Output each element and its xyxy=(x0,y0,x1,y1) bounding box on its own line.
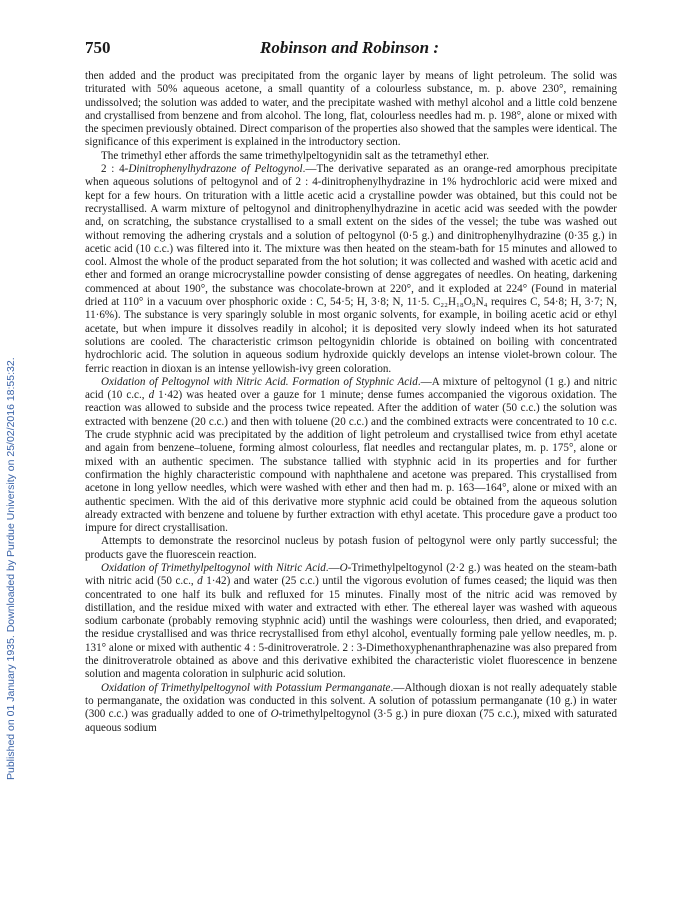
page-header xyxy=(85,38,617,64)
paragraph-text: .— xyxy=(325,561,340,574)
italic-text: Oxidation of Trimethylpeltogynol with Potassium Permanganate xyxy=(101,681,391,694)
running-title: Robinson and Robinson : xyxy=(260,38,440,57)
paragraph xyxy=(85,682,617,735)
italic-text: Dinitrophenylhydrazone of Peltogynol xyxy=(128,163,303,176)
italic-text: O xyxy=(339,561,348,574)
paragraph-text: The trimethyl ether affords the same trimethylpeltogynidin salt as the tetramethyl ether. xyxy=(101,149,489,162)
italic-text: d xyxy=(148,389,155,402)
paragraph-text: .—The derivative separated as an orange-red amorphous precipitate when aqueous solutions of peltogynol and of 2 : 4-dinitrophenylhydrazine in 1% hydrochloric acid were mixed and kept for a few hours. On trituration with a little acetic acid a crystalline powder was obtained, but this could not be recrystallised. A warm mixture of peltogynol and dinitrophenylhydrazine in acetic acid was seeded with the powder and, on scratching, the substance crystallised to a small extent on the sides of the vessel; the tube was washed out without removing the adhering crystals and a solution of peltogynol (0·5 g.) and dinitrophenylhydrazine (0·35 g.) in acetic acid (10 c.c.) was filtered into it. The mixture was then heated on the steam-bath for 15 minutes and allowed to cool. Almost the whole of the product separated from the hot solution; it was collected and washed with acetic acid and ether and formed an orange microcrystalline powder consisting of dense aggregates of needles. On heating, darkening commenced at about 190°, the substance was chocolate-brown at 220°, and it exploded at 224° (Found in material dried at 110° in a vacuum over phosphoric oxide : C, 54·5; H, 3·8; N, 11·5. C₂₂H₁₈O₉N₄ requires C, 54·8; H, 3·7; N, 11·6%). The substance is very sparingly soluble in most organic solvents, for example, in boiling acetic acid or ethyl acetate, but when impure it dissolves readily in alcohol; it is deposited very slowly indeed when its hot saturated solutions are cooled. The characteristic crimson peltogynidin chloride is obtained on boiling with concentrated hydrochloric acid. The solution in aqueous sodium hydroxide quickly develops an intense violet-brown colour. The ferric reaction in dioxan is an intense yellowish-ivy green coloration. xyxy=(85,163,617,375)
paragraph-text: .—A mixture of peltogynol (1 g.) and nitric acid (10 c.c., xyxy=(85,375,617,402)
paragraph-text: .—Although dioxan is not really adequately stable to permanganate, the oxidation was conducted in this solvent. A solution of potassium permanganate (10 g.) in water (300 c.c.) was gradually added to one of xyxy=(85,681,617,721)
paragraph-text: 2 : 4- xyxy=(101,163,129,176)
download-watermark: Published on 01 January 1935. Downloaded by Purdue University on 25/02/2016 18:55:32. xyxy=(5,357,17,780)
paragraph-text: then added and the product was precipitated from the organic layer by means of light petroleum. The solid was triturated with 50% aqueous acetone, a small quantity of a colourless substance, m. p. above 230°, remaining undissolved; the solution was added to water, and the precipitate washed with methyl alcohol and a little cold benzene and crystallised from benzene and from alcohol. The long, flat, colourless needles had m. p. 198°, alone or mixed with the specimen previously obtained. Direct comparison of the properties also showed that the samples were identical. The significance of this experiment is explained in the introductory section. xyxy=(85,70,617,149)
paragraph-text: Attempts to demonstrate the resorcinol nucleus by potash fusion of peltogynol were only partly successful; the products gave the fluorescein reaction. xyxy=(85,535,617,561)
paragraph-text: 1·42) was heated over a gauze for 1 minute; dense fumes accompanied the vigorous oxidation. The reaction was allowed to subside and the process twice repeated. After the addition of water (50 c.c.) the solution was extracted with benzene (20 c.c.) and then with toluene (20 c.c.) and the combined extracts were concentrated to 10 c.c. The crude styphnic acid was precipitated by the addition of light petroleum and crystallised twice from ethyl acetate and again from benzene–toluene, forming almost colourless, flat needles and rectangular plates, m. p. 175°, alone or mixed with an authentic specimen. The substance tallied with styphnic acid in its properties and for further confirmation the highly characteristic compound with naphthalene and acetone was prepared. This crystallised from acetone in long yellow needles, which were washed with ether and then had m. p. 163—164°, alone or mixed with an authentic specimen. With the aid of this derivative more styphnic acid could be obtained from the aqueous solution already extracted with benzene and toluene by further extraction with ethyl acetate. This procedure gave a product too impure for direct crystallisation. xyxy=(85,389,617,535)
paragraph xyxy=(85,150,617,163)
italic-text: O xyxy=(270,708,279,721)
paragraph-text: 1·42) and water (25 c.c.) until the vigorous evolution of fumes ceased; the liquid was then concentrated to one half its bulk and refluxed for 15 minutes. Finally most of the nitric acid was removed by distillation, and the residue mixed with water and extracted with ether. The ethereal layer was washed with aqueous sodium carbonate (probably removing styphnic acid) until the washings were colourless, then dried, and evaporated; the residue crystallised and was thrice recrystallised from ethyl alcohol, eventually forming pale yellow needles, m. p. 131° alone or mixed with authentic 4 : 5-dinitroveratrole. 2 : 3-Dimethoxyphenanthraphenazine was also prepared from the dinitroveratrole obtained as above and this derivative exhibited the characteristic violet fluorescence in benzene solution and magenta coloration in sulphuric acid solution. xyxy=(85,575,617,681)
paragraph xyxy=(85,70,617,150)
paragraph-text: -Trimethylpeltogynol (2·2 g.) was heated on the steam-bath with nitric acid (50 c.c., xyxy=(85,561,617,588)
paragraph-text: -trimethylpeltogynol (3·5 g.) in pure dioxan (75 c.c.), mixed with saturated aqueous sodium xyxy=(85,708,617,734)
italic-text: d xyxy=(197,575,203,588)
page-number: 750 xyxy=(85,38,111,57)
paragraph xyxy=(85,376,617,536)
paragraph xyxy=(85,562,617,682)
paragraph xyxy=(85,163,617,376)
paragraph xyxy=(85,535,617,562)
italic-text: Oxidation of Trimethylpeltogynol with Nitric Acid xyxy=(101,561,326,574)
italic-text: Oxidation of Peltogynol with Nitric Acid. Formation of Styphnic Acid xyxy=(101,375,418,388)
article-body xyxy=(85,70,617,735)
